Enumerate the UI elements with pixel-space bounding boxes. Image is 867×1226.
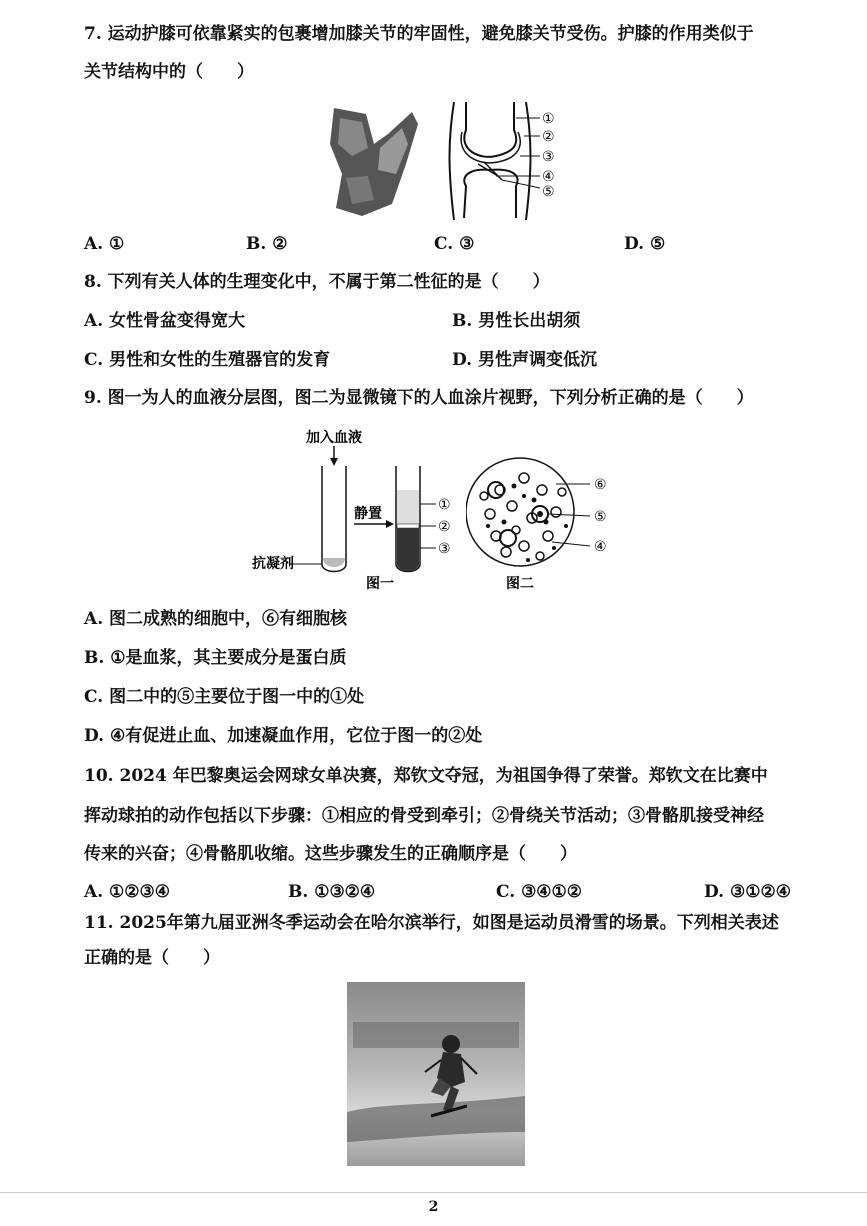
q9-option-b[interactable]: B. ①是血浆，其主要成分是蛋白质 <box>84 648 347 668</box>
q7-option-c[interactable]: C. ③ <box>434 234 475 254</box>
q7-option-b[interactable]: B. ② <box>246 234 288 254</box>
q9-stem: 9. 图一为人的血液分层图，图二为显微镜下的人血涂片视野，下列分析正确的是（ ） <box>84 388 754 408</box>
q11-stem-line2: 正确的是（ ） <box>84 948 220 968</box>
q8-option-a[interactable]: A. 女性骨盆变得宽大 <box>84 311 246 331</box>
knee-joint-diagram <box>440 100 560 222</box>
layer-label-3: ③ <box>438 541 451 557</box>
q8-stem: 8. 下列有关人体的生理变化中，不属于第二性征的是（ ） <box>84 272 550 292</box>
q10-option-d[interactable]: D. ③①②④ <box>704 882 791 902</box>
q10-option-a[interactable]: A. ①②③④ <box>84 882 170 902</box>
settle-label: 静置 <box>354 506 382 522</box>
q9-option-d[interactable]: D. ④有促进止血、加速凝血作用，它位于图一的②处 <box>84 726 483 746</box>
q7-option-a[interactable]: A. ① <box>84 234 125 254</box>
layer-label-2: ② <box>438 519 451 535</box>
q9-option-a[interactable]: A. 图二成熟的细胞中，⑥有细胞核 <box>84 609 348 629</box>
q10-option-b[interactable]: B. ①③②④ <box>288 882 376 902</box>
q8-option-b[interactable]: B. 男性长出胡须 <box>452 311 581 331</box>
add-blood-label: 加入血液 <box>306 430 362 446</box>
knee-label-5: ⑤ <box>542 184 555 200</box>
knee-label-2: ② <box>542 129 555 145</box>
q8-option-c[interactable]: C. 男性和女性的生殖器官的发育 <box>84 350 331 370</box>
knee-label-1: ① <box>542 111 555 127</box>
q7-stem-line1: 7. 运动护膝可依靠紧实的包裹增加膝关节的牢固性，避免膝关节受伤。护膝的作用类似于 <box>84 24 754 44</box>
smear-label-6: ⑥ <box>594 477 607 493</box>
layer-label-1: ① <box>438 497 451 513</box>
smear-label-4: ④ <box>594 539 607 555</box>
page-number: 2 <box>428 1199 439 1215</box>
figure-2-caption: 图二 <box>506 576 534 592</box>
anticoagulant-label: 抗凝剂 <box>252 556 294 572</box>
knee-brace-image <box>322 104 422 220</box>
footer-divider <box>0 1192 867 1193</box>
q7-option-d[interactable]: D. ⑤ <box>624 234 666 254</box>
q11-stem-line1: 11. 2025年第九届亚洲冬季运动会在哈尔滨举行，如图是运动员滑雪的场景。下列相关表述 <box>84 913 779 933</box>
q10-stem-line3: 传来的兴奋；④骨骼肌收缩。这些步骤发生的正确顺序是（ ） <box>84 844 577 864</box>
q10-stem-line2: 挥动球拍的动作包括以下步骤：①相应的骨受到牵引；②骨绕关节活动；③骨骼肌接受神经 <box>84 806 764 826</box>
q7-stem-line2: 关节结构中的（ ） <box>84 62 254 82</box>
q10-option-c[interactable]: C. ③④①② <box>496 882 583 902</box>
q8-option-d[interactable]: D. 男性声调变低沉 <box>452 350 597 370</box>
skier-photo <box>347 982 525 1166</box>
figure-1-caption: 图一 <box>366 576 394 592</box>
blood-layer-figure <box>250 424 462 594</box>
knee-label-3: ③ <box>542 149 555 165</box>
knee-label-4: ④ <box>542 169 555 185</box>
q10-stem-line1: 10. 2024 年巴黎奥运会网球女单决赛，郑钦文夺冠，为祖国争得了荣誉。郑钦文在比赛中 <box>84 766 768 786</box>
blood-smear-figure <box>466 456 626 594</box>
smear-label-5: ⑤ <box>594 509 607 525</box>
q9-option-c[interactable]: C. 图二中的⑤主要位于图一中的①处 <box>84 687 365 707</box>
